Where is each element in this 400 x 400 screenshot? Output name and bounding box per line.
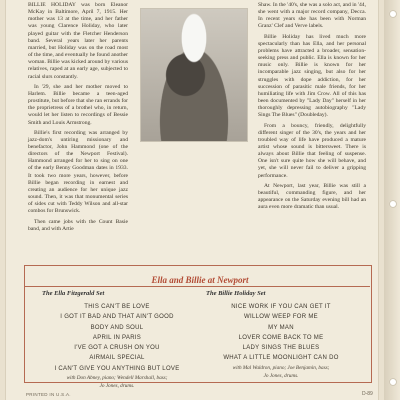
set-heading: The Billie Holiday Set bbox=[206, 290, 266, 297]
song-item: I GOT IT BAD AND THAT AIN'T GOOD bbox=[60, 314, 174, 321]
song-item: NICE WORK IF YOU CAN GET IT bbox=[231, 304, 331, 310]
set-credits: with Don Abney, piano; Wendell Marshall, bass; bbox=[66, 375, 168, 382]
set-heading: The Ella Fitzgerald Set bbox=[42, 290, 105, 297]
print-notice: PRINTED IN U.S.A. bbox=[26, 392, 71, 397]
article-paragraph: At Newport, last year, Billie was still a beautiful, commanding figure, and her appearance on the Saturday evening bill had an aura even more dramatic than usual. bbox=[258, 182, 366, 211]
punch-hole bbox=[389, 378, 397, 386]
song-list bbox=[206, 302, 356, 364]
set-credits: Jo Jones, drums. bbox=[99, 382, 135, 389]
set-credits: Jo Jones, drums. bbox=[263, 372, 299, 379]
song-item: WILLOW WEEP FOR ME bbox=[244, 314, 318, 321]
song-item: AIRMAIL SPECIAL bbox=[89, 355, 145, 362]
article-paragraph: Billie Holiday has lived much more spectacularly than has Ella, and her personal problems have attracted a broader, sensation-seeking press and public. Ella is known for her music only. Billie is known for her incomparable jazz singing, but also for her struggles with dope addiction, for her succession of parasitic male friends, for her humiliating life with Jim Crow. All of this has been documented by "Lady Day" herself in her thoroughly depressing autobiography "Lady Sings The Blues" (Doubleday). bbox=[258, 33, 366, 119]
song-item: BODY AND SOUL bbox=[90, 324, 144, 331]
song-item: WHAT A LITTLE MOONLIGHT CAN DO bbox=[223, 355, 339, 362]
setlist-panel-title: Ella and Billie at Newport bbox=[151, 275, 249, 285]
song-item: I'VE GOT A CRUSH ON YOU bbox=[74, 345, 160, 352]
set-credits: with Mal Waldron, piano; Joe Benjamin, bass; bbox=[232, 364, 330, 371]
article-paragraph: From a bouncy, friendly, delightfully different singer of the 30's, the years and her troubled way of life have produced a mature artist whose sound is bittersweet. There is always about Billie that feeling of suspense. One isn't sure quite how she will behave, and yet, she will never fail to deliver a gripping performance. bbox=[258, 122, 366, 179]
song-item: LADY SINGS THE BLUES bbox=[242, 345, 320, 352]
article-right-column bbox=[258, 2, 366, 214]
song-item: MY MAN bbox=[268, 324, 294, 331]
divider bbox=[24, 286, 370, 287]
article-paragraph: In '29, she and her mother moved to Harlem. Billie became a teen-aged prostitute, but before that she ran errands for the proprietress of a brothel who, in return, would let her listen to recordings of Bessie Smith and Louis Armstrong. bbox=[28, 83, 128, 126]
article-paragraph: Billie's first recording was arranged by jazz-dom's untiring missionary and benefactor, John Hammond (one of the directors of the Newport Festival). Hammond arranged for her to sing on one of the early Benny Goodman dates in 1933. It took two more years, however, before Billie began recording in earnest and creating an audience for her unique jazz sound. Then, it was that monumental series of sides cut with Teddy Wilson and all-star combos for Brunswick. bbox=[28, 129, 128, 215]
song-list bbox=[42, 302, 192, 374]
punch-hole bbox=[389, 200, 397, 208]
billie-holiday-photo bbox=[140, 8, 248, 142]
song-item: APRIL IN PARIS bbox=[92, 334, 142, 341]
page-code: D-89 bbox=[362, 391, 373, 397]
song-item: I CAN'T GIVE YOU ANYTHING BUT LOVE bbox=[54, 365, 180, 372]
article-paragraph: BILLIE HOLIDAY was born Eleanor McKay in Baltimore, April 7, 1915. Her mother was 13 at the time, and her father was young Clarence Holiday, who later played guitar with the Fletcher Henderson band. Several years later her parents married, but Holiday was on the road most of the time, and eventually he found another woman. Billie was kicked around by various relatives, raped at an early age, subjected to racial slurs constantly. bbox=[28, 2, 128, 80]
song-item: THIS CAN'T BE LOVE bbox=[84, 304, 150, 310]
billie-holiday-set bbox=[206, 290, 356, 379]
ella-fitzgerald-set bbox=[42, 290, 192, 390]
article-left-column bbox=[28, 2, 128, 236]
article-paragraph: Shaw. In the '40's, she was a solo act, and in '44, she went with a major record company, Decca. In recent years she has been with Norman Granz' Clef and Verve labels. bbox=[258, 2, 366, 30]
punch-hole bbox=[389, 10, 397, 18]
article-paragraph: Then came jobs with the Count Basie band, and with Artie bbox=[28, 218, 128, 232]
song-item: LOVER COME BACK TO ME bbox=[238, 334, 324, 341]
